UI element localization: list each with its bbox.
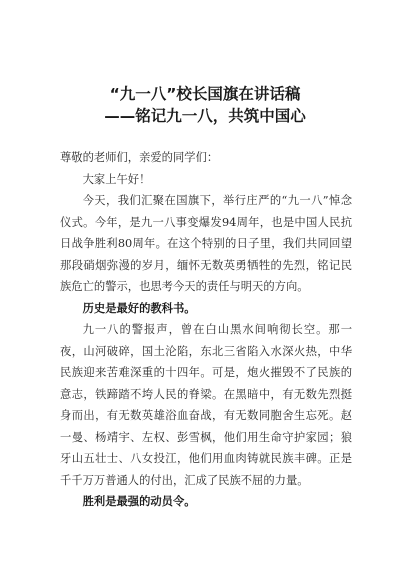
paragraph-2: 九一八的警报声，曾在白山黑水间响彻长空。那一夜，山河破碎，国土沦陷，东北三省陷入水深火热，中华民族迎来苦难深重的十四年。可是，炮火摧毁不了民族的意志，铁蹄踏不垮人民的脊梁。在黑暗中，有无数先烈挺身而出，有无数英雄浴血奋战，有无数同胞舍生忘死。赵一曼、杨靖宇、左权、彭雪枫，他们用生命守护家园；狼牙山五壮士、八女投江，他们用血肉铸就民族丰碑。正是千千万万普通人的付出，汇成了民族不屈的力量。	[60, 323, 352, 487]
document-body	[60, 147, 352, 513]
section-heading-2: 胜利是最强的动员令。	[82, 495, 196, 508]
salutation: 尊敬的老师们，亲爱的同学们：	[60, 151, 219, 164]
greeting: 大家上午好！	[82, 172, 151, 186]
document-title: “九一八”校长国旗在讲话稿	[109, 85, 301, 103]
section-heading-1: 历史是最好的教科书。	[82, 301, 196, 315]
document-subtitle: ——铭记九一八，共筑中国心	[104, 107, 306, 125]
paragraph-1: 今天，我们汇聚在国旗下，举行庄严的“九一八”悼念仪式。今年，是九一八事变爆发94周年，也是中国人民抗日战争胜利80周年。在这个特别的日子里，我们共同回望那段硝烟弥漫的岁月，缅怀无数英勇牺牲的先烈，铭记民族危亡的警示，也思考今天的责任与明天的方向。	[60, 194, 352, 293]
